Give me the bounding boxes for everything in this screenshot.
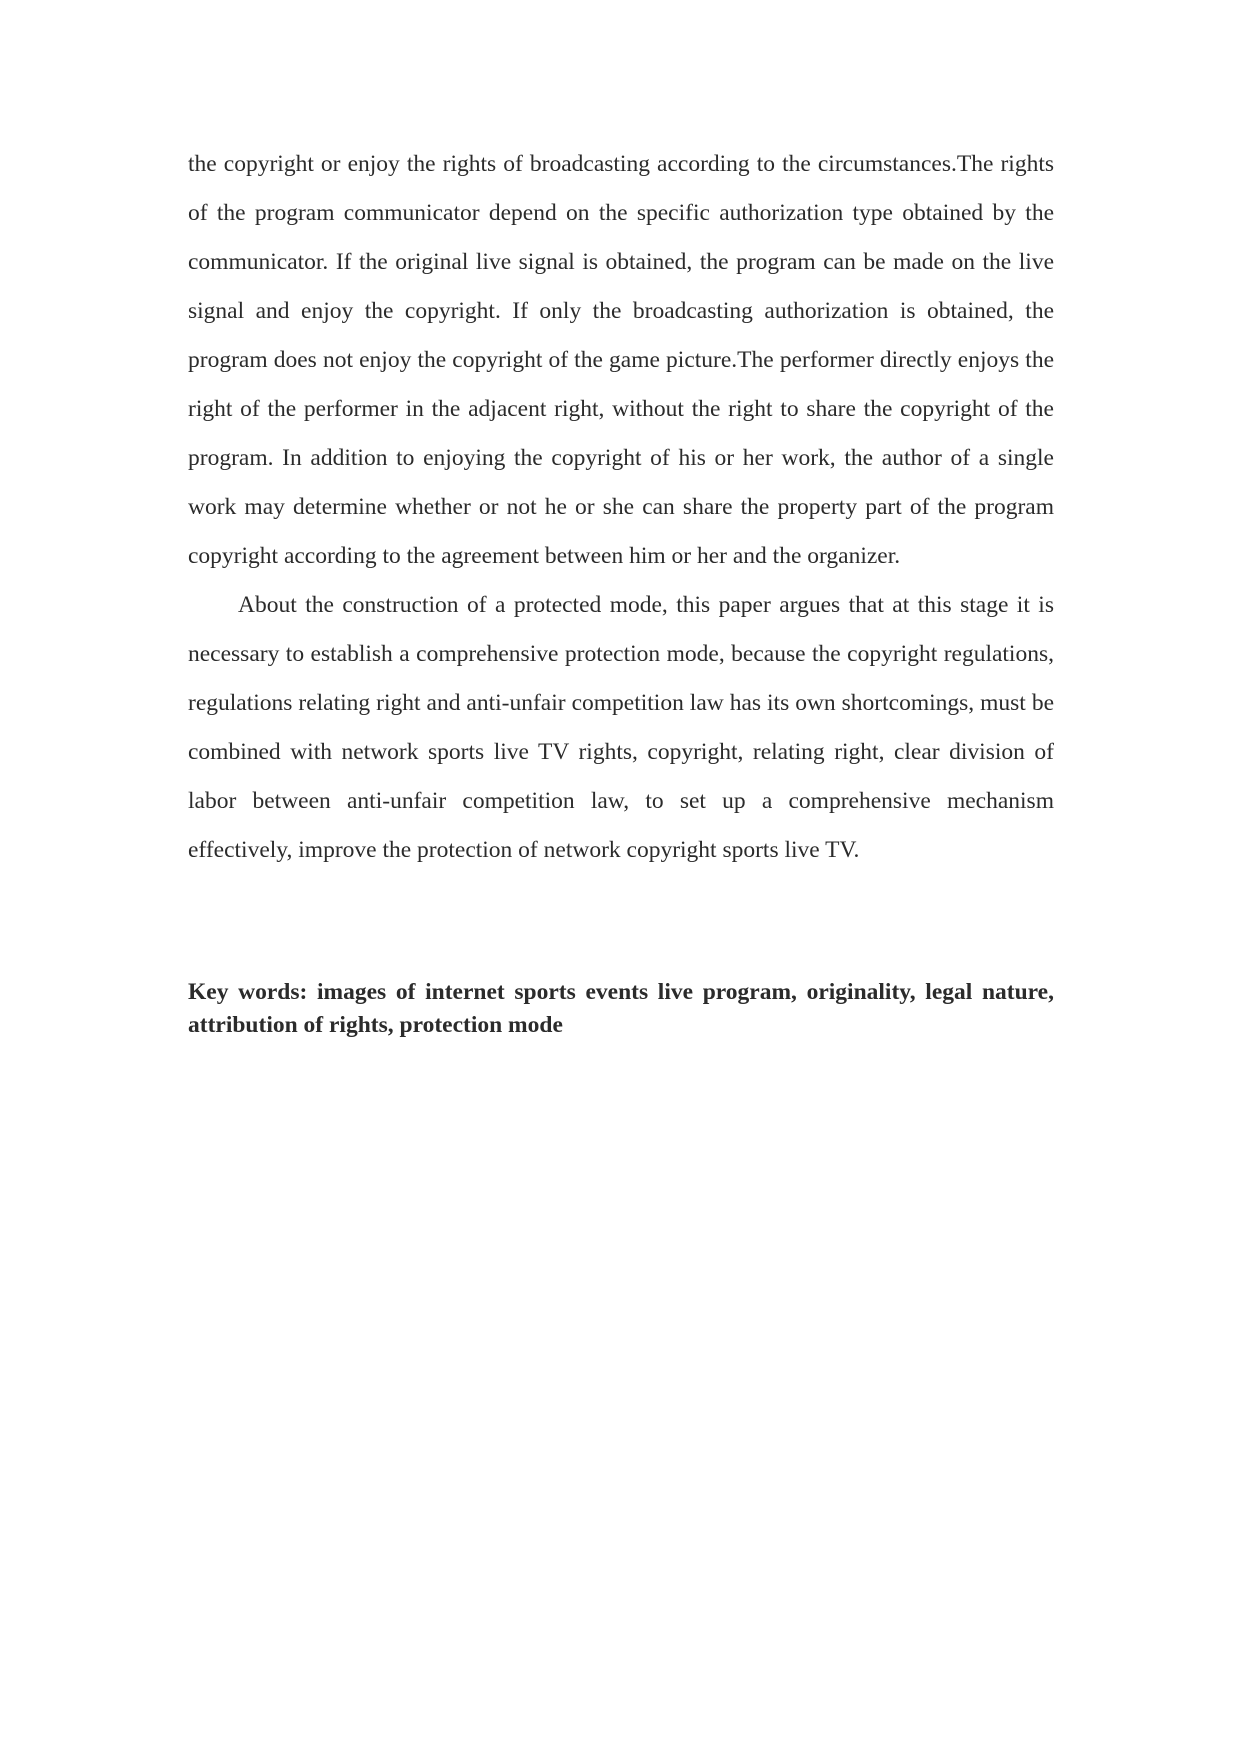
- document-page: [188, 140, 1054, 1042]
- body-paragraph-protection-mode: About the construction of a protected mode, this paper argues that at this stage it is necessary to establish a comprehensive protection mode, because the copyright regulations, regulations relating right and anti-unfair competition law has its own shortcomings, must be combined with network sports live TV rights, copyright, relating right, clear division of labor between anti-unfair competition law, to set up a comprehensive mechanism effectively, improve the protection of network copyright sports live TV.: [188, 592, 1054, 863]
- body-paragraph-continued: the copyright or enjoy the rights of broadcasting according to the circumstances.The rights of the program communicator depend on the specific authorization type obtained by the communicator. If the original live signal is obtained, the program can be made on the live signal and enjoy the copyright. If only the broadcasting authorization is obtained, the program does not enjoy the copyright of the game picture.The performer directly enjoys the right of the performer in the adjacent right, without the right to share the copyright of the program. In addition to enjoying the copyright of his or her work, the author of a single work may determine whether or not he or she can share the property part of the program copyright according to the agreement between him or her and the organizer.: [188, 151, 1054, 569]
- keywords: Key words: images of internet sports events live program, originality, legal nature, attribution of rights, protection mode: [188, 979, 1054, 1038]
